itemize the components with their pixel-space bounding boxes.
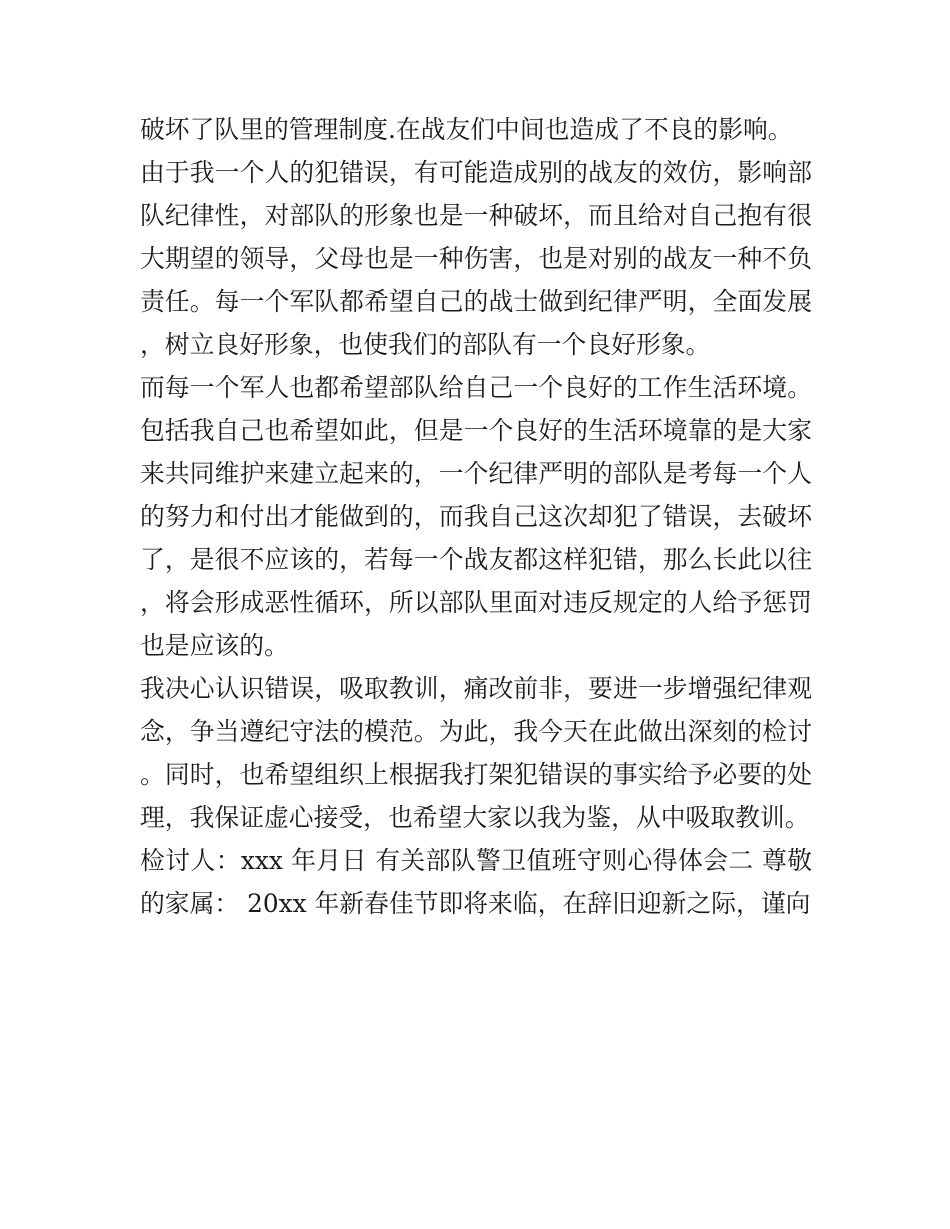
paragraph-5: 检讨人：xxx 年月日 有关部队警卫值班守则心得体会二 尊敬的家属： 20xx 年新春佳节即将来临，在辞旧迎新之际，谨向 — [140, 846, 812, 918]
document-body — [140, 108, 812, 925]
paragraph-4: 我决心认识错误，吸取教训，痛改前非，要进一步增强纪律观念，争当遵纪守法的模范。为此，我今天在此做出深刻的检讨。同时，也希望组织上根据我打架犯错误的事实给予必要的处理，我保证虚心接受，也希望大家以我为鉴，从中吸取教训。 — [140, 674, 812, 832]
paragraph-3: 而每一个军人也都希望部队给自己一个良好的工作生活环境。包括我自己也希望如此，但是一个良好的生活环境靠的是大家来共同维护来建立起来的，一个纪律严明的部队是考每一个人的努力和付出才能做到的，而我自己这次却犯了错误，去破坏了，是很不应该的，若每一个战友都这样犯错，那么长此以往，将会形成恶性循环，所以部队里面对违反规定的人给予惩罚也是应该的。 — [140, 373, 812, 660]
paragraph-2: 由于我一个人的犯错误，有可能造成别的战友的效仿，影响部队纪律性，对部队的形象也是一种破坏，而且给对自己抱有很大期望的领导，父母也是一种伤害，也是对别的战友一种不负责任。每一个军队都希望自己的战士做到纪律严明，全面发展，树立良好形象，也使我们的部队有一个良好形象。 — [140, 158, 812, 359]
paragraph-1: 破坏了队里的管理制度.在战友们中间也造成了不良的影响。 — [140, 115, 793, 144]
